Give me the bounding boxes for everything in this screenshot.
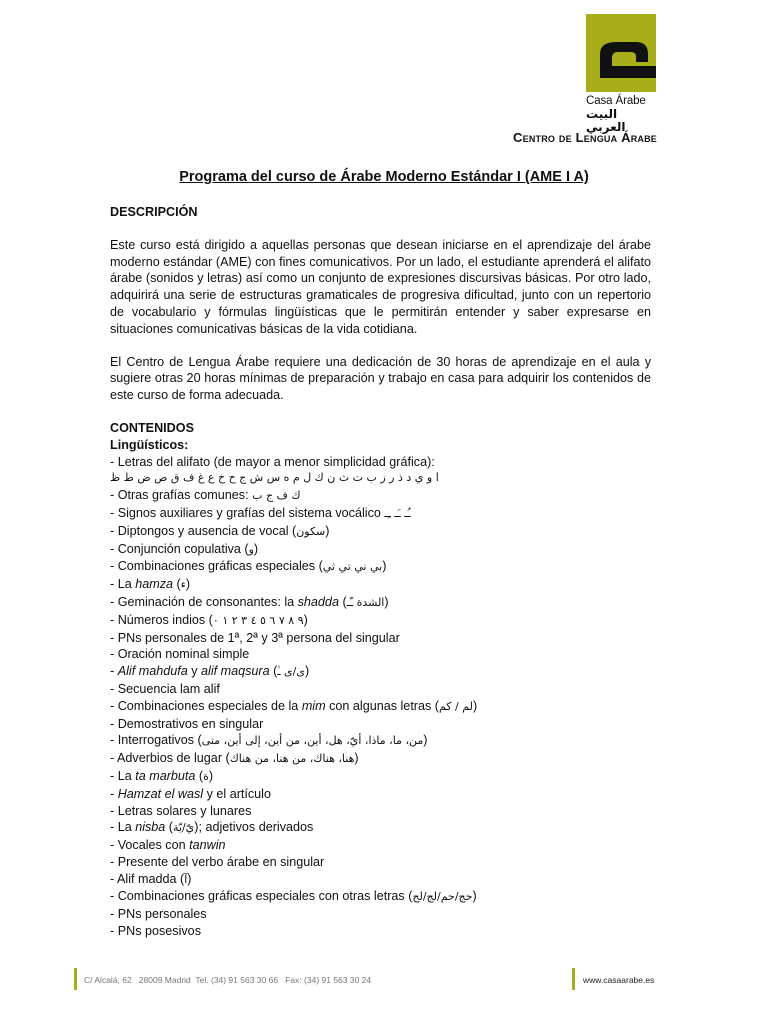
item-text: ): [354, 751, 359, 766]
item-text: -: [110, 664, 118, 679]
arabic-text: ك ف ج ب: [252, 489, 301, 503]
item-text: - La: [110, 768, 136, 783]
list-item: [110, 454, 651, 471]
footer-website-link[interactable]: www.casaarabe.es: [583, 975, 655, 985]
item-text: - Vocales con: [110, 838, 190, 853]
arabic-text: من، ما، ماذا، أيّ، هل، أين، من أين، إلى أين، متى: [201, 734, 424, 748]
item-text: - La: [110, 820, 136, 835]
item-text: - Alif madda (: [110, 871, 185, 886]
item-text: ): [423, 733, 428, 748]
item-text: - Otras grafías comunes:: [110, 488, 253, 503]
list-item: [110, 630, 651, 647]
item-text: ): [325, 523, 330, 538]
logo-emblem-icon: [586, 14, 656, 92]
italic-term: ta marbuta: [135, 768, 196, 783]
item-text: - Oración nominal simple: [110, 647, 250, 662]
item-text: ): [185, 577, 191, 592]
arabic-text: آ: [184, 872, 188, 886]
item-text: - Combinaciones gráficas especiales con otras letras (: [110, 889, 413, 904]
arabic-text: يّ/يّة: [173, 821, 195, 835]
list-item: [110, 576, 651, 594]
item-text: (: [269, 664, 278, 679]
item-text: - Números indios (: [110, 612, 213, 627]
item-text: - Combinaciones gráficas especiales (: [110, 559, 323, 574]
list-item: [110, 681, 651, 698]
item-text: - PNs personales de 1ª, 2ª y 3ª persona del singular: [110, 630, 400, 645]
arabic-text: ى/ى ـٰ: [277, 665, 305, 679]
alphabet-line: ا و ي د ذ ر ز ب ت ث ن ك ل م ه س ش ج ح خ ع غ ف ق ص ض ط ظ: [110, 471, 439, 485]
arabic-text: و: [248, 542, 254, 556]
item-text: ); adjetivos derivados: [194, 820, 314, 835]
list-item: [110, 906, 651, 923]
item-text: ): [472, 889, 477, 904]
list-item: [110, 663, 651, 681]
list-item: [110, 871, 651, 889]
arabic-text: سكون: [296, 524, 326, 538]
arabic-text: ة: [203, 769, 209, 783]
item-text: ): [303, 612, 308, 627]
footer: [0, 966, 768, 994]
item-text: - Secuencia lam alif: [110, 681, 220, 696]
list-item: [110, 732, 651, 750]
italic-term: Hamzat el wasl: [117, 786, 204, 801]
list-item: [110, 888, 651, 906]
footer-address: C/ Alcalá, 62 28009 Madrid Tel. (34) 91 563 30 66 Fax: (34) 91 563 30 24: [84, 975, 372, 985]
contenidos-list: [110, 454, 651, 940]
arabic-text: الشدة ـّـ: [346, 595, 385, 609]
list-item: [110, 716, 651, 733]
list-item: [110, 786, 651, 803]
list-item: [110, 505, 651, 523]
list-item: [110, 837, 651, 854]
item-text: - Demostrativos en singular: [110, 716, 264, 731]
document-body: [110, 204, 651, 940]
item-text: (: [173, 577, 181, 592]
italic-term: hamza: [135, 577, 174, 592]
item-text: (: [165, 820, 174, 835]
item-text: - Letras solares y lunares: [110, 803, 252, 818]
item-text: (: [338, 594, 347, 609]
arabic-text: حج/حم/لج/لح: [412, 890, 473, 904]
list-item: [110, 698, 651, 716]
arabic-text: بي ني تي ثي: [322, 560, 383, 574]
item-text: -: [110, 786, 118, 801]
item-text: ): [382, 559, 387, 574]
list-item: [110, 854, 651, 871]
footer-divider: [74, 968, 77, 990]
list-item: [110, 750, 651, 768]
arabic-text: لم / كم: [439, 699, 473, 713]
contenidos-heading: CONTENIDOS: [110, 420, 194, 435]
italic-term: shadda: [297, 594, 339, 609]
item-text: ): [472, 698, 478, 713]
arabic-text: ٩ ٨ ٧ ٦ ٥ ٤ ٣ ٢ ١ ٠: [212, 613, 304, 627]
linguisticos-subheading: Lingüísticos:: [110, 437, 189, 452]
page-title: Programa del curso de Árabe Moderno Estándar I (AME I A): [179, 169, 589, 185]
item-text: ): [253, 541, 259, 556]
logo-text-arabic: البيت العربي: [586, 107, 626, 134]
item-text: - Letras del alifato (de mayor a menor simplicidad gráfica):: [110, 454, 435, 469]
item-text: y: [187, 664, 202, 679]
arabic-text: ء: [180, 578, 186, 592]
item-text: - PNs personales: [110, 907, 207, 922]
list-item: [110, 558, 651, 576]
italic-term: alif maqsura: [201, 664, 270, 679]
list-item: [110, 923, 651, 940]
item-text: - Adverbios de lugar (: [110, 751, 230, 766]
italic-term: nisba: [135, 820, 166, 835]
item-text: - Presente del verbo árabe en singular: [110, 854, 325, 869]
list-item: [110, 803, 651, 820]
item-text: - Geminación de consonantes: la: [110, 594, 298, 609]
italic-term: Alif mahdufa: [117, 664, 188, 679]
item-text: - PNs posesivos: [110, 924, 201, 939]
item-text: - Diptongos y ausencia de vocal (: [110, 523, 297, 538]
list-item: [110, 523, 651, 541]
list-item: [110, 646, 651, 663]
list-item: [110, 612, 651, 630]
italic-term: tanwin: [189, 838, 226, 853]
item-text: ): [187, 871, 192, 886]
item-text: con algunas letras (: [325, 698, 439, 713]
list-item: [110, 487, 651, 505]
item-text: - Combinaciones especiales de la: [110, 698, 302, 713]
logo-text-latin: Casa Árabe: [586, 95, 646, 107]
item-text: (: [195, 768, 204, 783]
item-text: - Conjunción copulativa (: [110, 541, 249, 556]
descripcion-heading: DESCRIPCIÓN: [110, 205, 198, 219]
arabic-text: هنا، هناك، من هنا، من هناك: [229, 752, 355, 766]
item-text: ): [384, 594, 389, 609]
item-text: - Signos auxiliares y grafías del sistema vocálico: [110, 505, 385, 520]
centro-heading: Centro de Lengua Árabe: [513, 130, 657, 145]
item-text: y el artículo: [203, 786, 271, 801]
italic-term: mim: [301, 698, 326, 713]
list-item: [110, 819, 651, 837]
item-text: - Interrogativos (: [110, 733, 202, 748]
arabic-text: ـُـ ـَـ ـِـ: [384, 506, 411, 520]
descripcion-paragraph-2: El Centro de Lengua Árabe requiere una dedicación de 30 horas de aprendizaje en el aula y sugiere otras 20 horas mínimas de preparación y trabajo en casa para adquirir los contenidos de este curso de forma adecuada.: [110, 354, 651, 403]
descripcion-paragraph-1: Este curso está dirigido a aquellas personas que desean iniciarse en el aprendizaje del árabe moderno estándar (AME) con fines comunicativos. Por un lado, el estudiante aprenderá el alifato árabe (sonidos y letras) así como un conjunto de expresiones discursivas básicas. Por otro lado, adquirirá una serie de estructuras gramaticales de progresiva dificultad, junto con un repertorio de vocabulario y fórmulas lingüísticas que le permitirán entender y saber expresarse en situaciones comunicativas básicas de la vida cotidiana.: [110, 237, 651, 336]
list-item: [110, 541, 651, 559]
list-item: [110, 594, 651, 612]
casa-arabe-logo: [586, 14, 658, 134]
footer-divider: [572, 968, 575, 990]
item-text: ): [208, 768, 214, 783]
item-text: ): [304, 664, 310, 679]
list-item: [110, 768, 651, 786]
item-text: - La: [110, 577, 136, 592]
